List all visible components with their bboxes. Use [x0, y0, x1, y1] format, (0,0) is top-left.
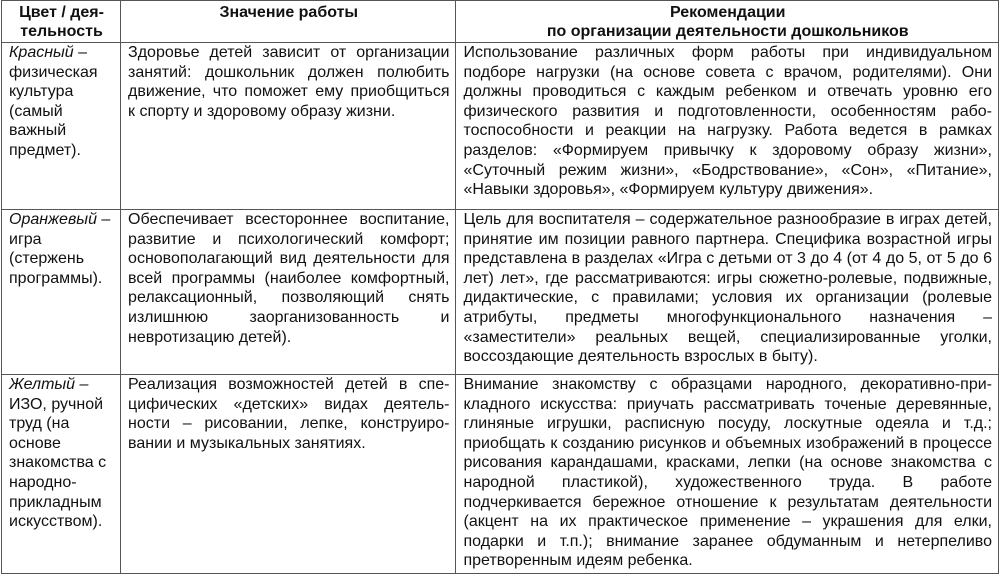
activity-cell [2, 210, 121, 375]
meaning-cell: Обеспечивает всестороннее воспитание, развитие и психологический комфорт; основополагающий вид деятельности для всей программы (наиболее комфортный, релаксационный, позволяющий снять излишнюю заорганизованность и невротизацию детей). [121, 210, 456, 375]
meaning-cell: Здоровье детей зависит от организации занятий: дошкольник должен полюбить движение, что поможет ему приобщиться к спорту и здоровому образу жизни. [121, 43, 456, 210]
header-recommendations [456, 1, 999, 43]
activity-text: – ИЗО, ручной труд (на основе знакомства с народно-прикладным искусством). [9, 376, 107, 531]
activity-cell [2, 43, 121, 210]
recommendations-cell: Цель для воспитателя – содержательное разнообразие в играх детей, принятие им позиции равного партнера. Специфика возрастной игры представлена в разделах «Игра с детьми от 3 до 4 (от 4 до 5, от 5 до 6 лет) лет», где рассматриваются: игры сюжетно-ролевые, подвижные, дидактические, с правилами; условия их организации (ролевые атрибуты, предметы многофункционального назначения – «заместители» реальных вещей, специализированные уголки, воссоздающие деятельность взрослых в быту). [456, 210, 999, 375]
color-name: Желтый [9, 376, 76, 393]
activity-cell [2, 375, 121, 574]
header-work-meaning-text: Значение работы [219, 4, 359, 21]
activity-text: – игра (стержень программы). [9, 211, 111, 287]
table-header-row [2, 1, 999, 43]
table-row [2, 43, 999, 210]
meaning-cell: Реализация возможностей детей в специфических «детских» видах деятельности – рисовании, лепке, конструировании и музыкальных занятиях. [121, 375, 456, 574]
header-color-activity-line2: тельность [20, 23, 103, 40]
color-name: Красный [9, 44, 74, 61]
header-color-activity [2, 1, 121, 43]
recommendations-cell: Внимание знакомству с образцами народного, декоративно-прикладного искусства: приучать рассматривать точеные деревянные, глиняные игрушки, расписную посуду, лоскутные одеяла и т.д.; приобщать к созданию рисунков и объемных изображений в процессе рисования карандашами, красками, лепки (на основе знакомства с народной пластикой), художественного труда. В работе подчеркивается бережное отношение к результатам деятельности (акцент на их практическое применение – украшения для елки, подарки и т.п.); внимание заранее обдуманным и нетерпеливо претворенным идеям ребенка. [456, 375, 999, 574]
header-recommendations-line1: Рекомендации [669, 4, 786, 21]
color-name: Оранжевый [9, 211, 97, 228]
recommendations-cell: Использование различных форм работы при индивидуальном подборе нагрузки (на основе совета с врачом, родителями). Они должны проводиться с каждым ребенком и отвечать уровню его физического развития и подготовленности, особенностям работоспособности и реакции на нагрузку. Работа ведется в рамках разделов: «Формируем привычку к здоровому образу жизни», «Суточный режим жизни», «Бодрствование», «Сон», «Питание», «Навыки здоровья», «Формируем культуру движения». [456, 43, 999, 210]
table-row [2, 210, 999, 375]
activity-text: – физическая культура (самый важный предмет). [9, 44, 98, 159]
program-activities-table [1, 0, 999, 574]
header-work-meaning [121, 1, 456, 43]
header-recommendations-line2: по организации деятельности дошкольников [546, 23, 909, 40]
table-row [2, 375, 999, 574]
header-color-activity-line1: Цвет / дея- [19, 4, 104, 21]
